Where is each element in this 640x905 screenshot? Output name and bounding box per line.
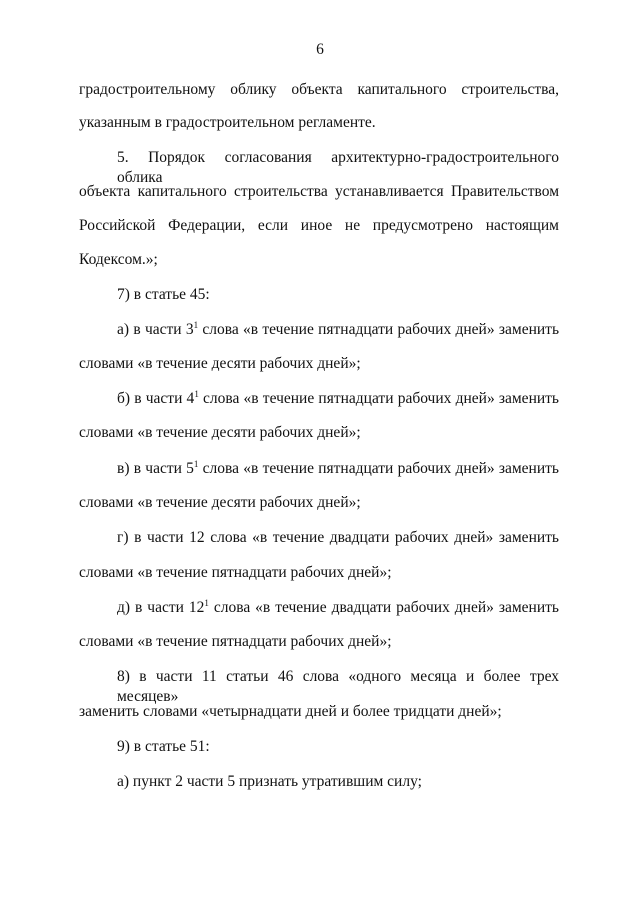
text-line: а) пункт 2 части 5 признать утратившим силу; (117, 773, 422, 790)
text-segment: слова «в течение пятнадцати рабочих дней» заменить (203, 390, 559, 407)
text-line: г) в части 12 слова «в течение двадцати рабочих дней» заменить (117, 529, 559, 546)
text-segment: слова «в течение пятнадцати рабочих дней» заменить (202, 460, 559, 477)
text-line: градостроительному облику объекта капитального строительства, (79, 81, 559, 98)
text-line: Кодексом.»; (79, 251, 158, 268)
superscript: 1 (193, 459, 199, 469)
text-segment: д) в части 12 (117, 599, 205, 616)
superscript: 1 (204, 598, 209, 608)
text-line: словами «в течение десяти рабочих дней»; (79, 424, 361, 441)
text-line: словами «в течение десяти рабочих дней»; (79, 494, 361, 511)
text-line (117, 459, 559, 479)
text-segment: а) в части 3 (117, 321, 194, 338)
text-segment: слова «в течение двадцати рабочих дней» заменить (213, 599, 559, 616)
page-number: 6 (316, 41, 324, 58)
superscript: 1 (194, 389, 199, 399)
text-line: указанным в градостроительном регламенте. (79, 114, 376, 131)
text-segment: б) в части 4 (117, 390, 195, 407)
text-line: словами «в течение пятнадцати рабочих дней»; (79, 564, 392, 581)
text-line (117, 598, 559, 618)
text-line: 7) в статье 45: (117, 286, 210, 303)
text-line: 8) в части 11 статьи 46 слова «одного месяца и более трех месяцев» (117, 668, 559, 705)
text-segment: слова «в течение пятнадцати рабочих дней» заменить (202, 321, 560, 338)
text-segment: в) в части 5 (117, 460, 194, 477)
text-line: 9) в статье 51: (117, 738, 210, 755)
text-line: объекта капитального строительства устанавливается Правительством (79, 183, 559, 200)
text-line: 5. Порядок согласования архитектурно-градостроительного облика (117, 149, 559, 186)
text-line (117, 320, 559, 340)
text-line: словами «в течение десяти рабочих дней»; (79, 355, 361, 372)
text-line: Российской Федерации, если иное не предусмотрено настоящим (79, 217, 559, 234)
text-line: заменить словами «четырнадцати дней и более тридцати дней»; (79, 703, 502, 720)
superscript: 1 (193, 320, 199, 330)
text-line: словами «в течение пятнадцати рабочих дней»; (79, 633, 392, 650)
text-line (117, 389, 559, 409)
